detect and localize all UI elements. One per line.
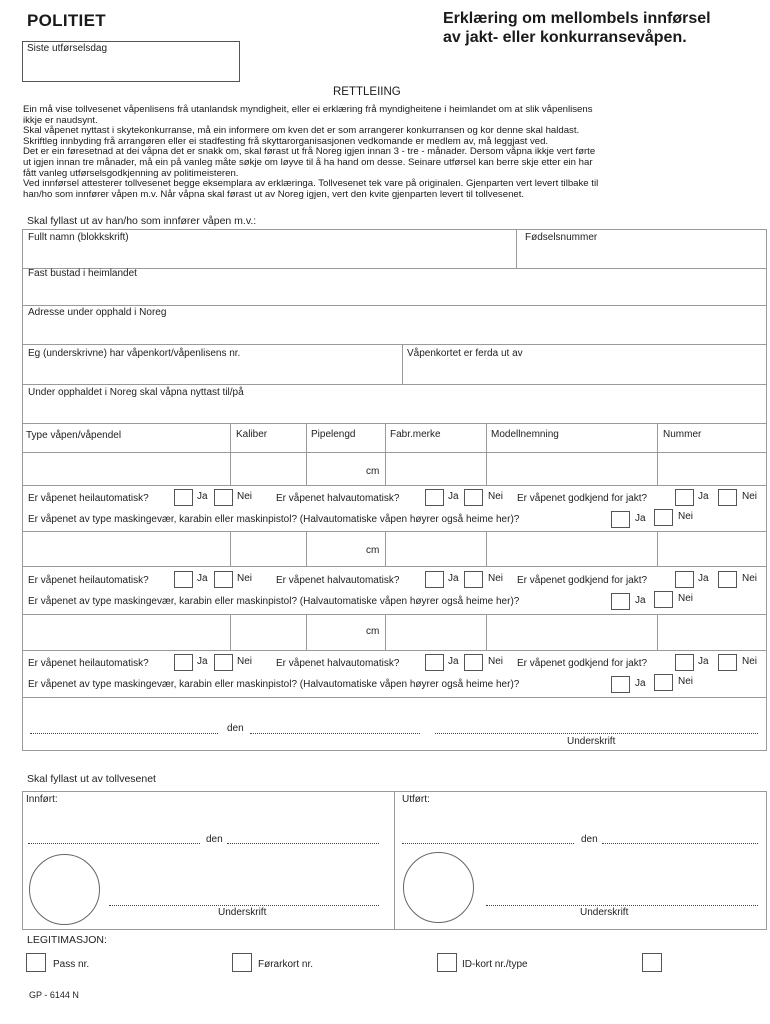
no-label: Nei bbox=[742, 573, 758, 584]
semiauto-no-checkbox[interactable] bbox=[464, 571, 483, 588]
exported-place-field[interactable] bbox=[402, 843, 574, 844]
fullauto-no-checkbox[interactable] bbox=[214, 654, 233, 671]
yes-label: Ja bbox=[635, 513, 646, 524]
q-fullauto: Er våpenet heilautomatisk? bbox=[28, 658, 149, 669]
no-label: Nei bbox=[237, 573, 253, 584]
usage-label: Under opphaldet i Noreg skal våpna nyttast til/på bbox=[28, 387, 244, 398]
semiauto-no-checkbox[interactable] bbox=[464, 654, 483, 671]
no-label: Nei bbox=[488, 491, 504, 502]
q-type: Er våpenet av type maskingevær, karabin eller maskinpistol? (Halvautomatiske våpen høyrer også heime her)? bbox=[28, 679, 520, 690]
type-yes-checkbox[interactable] bbox=[611, 593, 630, 610]
license-number-field[interactable] bbox=[23, 362, 401, 383]
last-exit-date-label: Siste utførselsdag bbox=[27, 43, 108, 54]
q-semiauto: Er våpenet halvautomatisk? bbox=[276, 493, 400, 504]
imported-signature-label: Underskrift bbox=[218, 907, 267, 918]
home-address-label: Fast bustad i heimlandet bbox=[28, 268, 137, 279]
guidance-heading: RETTLEIING bbox=[333, 86, 401, 98]
guidance-text bbox=[23, 105, 768, 200]
den-label: den bbox=[581, 834, 598, 845]
no-label: Nei bbox=[742, 656, 758, 667]
q-semiauto: Er våpenet halvautomatisk? bbox=[276, 658, 400, 669]
fullauto-no-checkbox[interactable] bbox=[214, 571, 233, 588]
no-label: Nei bbox=[742, 491, 758, 502]
type-yes-checkbox[interactable] bbox=[611, 511, 630, 528]
no-label: Nei bbox=[237, 491, 253, 502]
type-no-checkbox[interactable] bbox=[654, 674, 673, 691]
semiauto-yes-checkbox[interactable] bbox=[425, 654, 444, 671]
no-label: Nei bbox=[678, 593, 694, 604]
q-type: Er våpenet av type maskingevær, karabin eller maskinpistol? (Halvautomatiske våpen høyrer også heime her)? bbox=[28, 514, 520, 525]
stay-address-label: Adresse under opphald i Noreg bbox=[28, 307, 167, 318]
guidance-line: Skriftleg innbyding frå arrangøren eller ei stadfesting frå skyttarorganisasjonen vedkomande er medlem av, må leggjast ved. bbox=[23, 135, 549, 147]
yes-label: Ja bbox=[197, 573, 208, 584]
yes-label: Ja bbox=[698, 573, 709, 584]
col-header-type: Type våpen/våpendel bbox=[26, 430, 122, 441]
hunting-yes-checkbox[interactable] bbox=[675, 654, 694, 671]
license-issued-field[interactable] bbox=[403, 362, 766, 383]
yes-label: Ja bbox=[448, 491, 459, 502]
unit-cm: cm bbox=[366, 466, 380, 477]
home-address-field[interactable] bbox=[23, 282, 766, 304]
exported-signature-field[interactable] bbox=[486, 905, 758, 906]
license-number-label: Eg (underskrivne) har våpenkort/våpenlisens nr. bbox=[28, 348, 241, 359]
semiauto-yes-checkbox[interactable] bbox=[425, 571, 444, 588]
type-no-checkbox[interactable] bbox=[654, 591, 673, 608]
yes-label: Ja bbox=[197, 491, 208, 502]
col-header-model: Modellnemning bbox=[491, 429, 559, 440]
full-name-field[interactable] bbox=[23, 245, 515, 267]
unit-cm: cm bbox=[366, 626, 380, 637]
guidance-line: fått vanleg utførselsgodkjenning av politimeisteren. bbox=[23, 167, 239, 179]
signature-field[interactable] bbox=[435, 733, 758, 734]
id-card-checkbox[interactable] bbox=[437, 953, 457, 972]
form-title-line-2: av jakt- eller konkurransevåpen. bbox=[443, 29, 687, 46]
yes-label: Ja bbox=[635, 595, 646, 606]
col-divider bbox=[230, 423, 231, 486]
identification-heading: LEGITIMASJON: bbox=[27, 934, 107, 946]
semiauto-yes-checkbox[interactable] bbox=[425, 489, 444, 506]
type-no-checkbox[interactable] bbox=[654, 509, 673, 526]
q-fullauto: Er våpenet heilautomatisk? bbox=[28, 493, 149, 504]
type-yes-checkbox[interactable] bbox=[611, 676, 630, 693]
no-label: Nei bbox=[678, 676, 694, 687]
drivers-license-checkbox[interactable] bbox=[232, 953, 252, 972]
col-header-serial: Nummer bbox=[663, 429, 702, 440]
den-label: den bbox=[206, 834, 223, 845]
guidance-line: ut igjen innan tre månader, må ein på vanleg måte søkje om løyve til å ha hand om desse. Seinare utførsel kan berre skje etter ein har bbox=[23, 156, 593, 168]
guidance-line: Det er ein føresetnad at dei våpna det er snakk om, skal førast ut frå Noreg igjen innan 3 - tre - månader. Dersom våpna ikkje vert førte bbox=[23, 146, 596, 158]
hunting-yes-checkbox[interactable] bbox=[675, 571, 694, 588]
hunting-no-checkbox[interactable] bbox=[718, 489, 737, 506]
exported-date-field[interactable] bbox=[602, 843, 758, 844]
col-header-caliber: Kaliber bbox=[236, 429, 268, 440]
yes-label: Ja bbox=[698, 656, 709, 667]
hunting-yes-checkbox[interactable] bbox=[675, 489, 694, 506]
no-label: Nei bbox=[488, 656, 504, 667]
passport-label: Pass nr. bbox=[53, 959, 90, 970]
hunting-no-checkbox[interactable] bbox=[718, 571, 737, 588]
q-semiauto: Er våpenet halvautomatisk? bbox=[276, 575, 400, 586]
form-code: GP - 6144 N bbox=[29, 990, 79, 1000]
exported-stamp-circle bbox=[403, 852, 474, 923]
form-title-line-1: Erklæring om mellombels innførsel bbox=[443, 10, 711, 27]
no-label: Nei bbox=[678, 511, 694, 522]
place-field[interactable] bbox=[30, 733, 218, 734]
full-name-label: Fullt namn (blokkskrift) bbox=[28, 232, 129, 243]
license-issued-label: Våpenkortet er ferda ut av bbox=[407, 348, 523, 359]
passport-checkbox[interactable] bbox=[26, 953, 46, 972]
usage-field[interactable] bbox=[23, 401, 766, 422]
guidance-line: ikkje er naudsynt. bbox=[23, 114, 98, 126]
imported-date-field[interactable] bbox=[227, 843, 379, 844]
den-label: den bbox=[227, 723, 244, 734]
guidance-line: Skal våpenet nyttast i skytekonkurranse, må ein informere om kven det er som arrangerer konkurransen og kor denne skal haldast. bbox=[23, 125, 580, 137]
imported-stamp-circle bbox=[29, 854, 100, 925]
birth-number-field[interactable] bbox=[517, 245, 766, 267]
no-label: Nei bbox=[488, 573, 504, 584]
exported-signature-label: Underskrift bbox=[580, 907, 629, 918]
agency-name: POLITIET bbox=[27, 11, 106, 30]
importer-section-heading: Skal fyllast ut av han/ho som innfører våpen m.v.: bbox=[27, 215, 257, 227]
yes-label: Ja bbox=[197, 656, 208, 667]
hunting-no-checkbox[interactable] bbox=[718, 654, 737, 671]
guidance-line: Ved innførsel attesterer tollvesenet begge eksemplara av erklæringa. Tollvesenet tek vare på originalen. Gjenparten vert levert tilbake til bbox=[23, 178, 599, 190]
q-fullauto: Er våpenet heilautomatisk? bbox=[28, 575, 149, 586]
yes-label: Ja bbox=[698, 491, 709, 502]
q-hunting: Er våpenet godkjend for jakt? bbox=[517, 575, 648, 586]
date-field[interactable] bbox=[250, 733, 420, 734]
q-type: Er våpenet av type maskingevær, karabin eller maskinpistol? (Halvautomatiske våpen høyrer også heime her)? bbox=[28, 596, 520, 607]
drivers-license-label: Førarkort nr. bbox=[258, 959, 314, 970]
customs-section-heading: Skal fyllast ut av tollvesenet bbox=[27, 773, 156, 785]
birth-number-label: Fødselsnummer bbox=[525, 232, 598, 243]
semiauto-no-checkbox[interactable] bbox=[464, 489, 483, 506]
q-hunting: Er våpenet godkjend for jakt? bbox=[517, 493, 648, 504]
col-header-manufacturer: Fabr.merke bbox=[390, 429, 441, 440]
guidance-line: Ein må vise tollvesenet våpenlisens frå utanlandsk myndigheit, eller ei erklæring frå myndigheitene i heimlandet om at slik våpenlisens bbox=[23, 104, 593, 115]
signature-label: Underskrift bbox=[567, 736, 616, 747]
no-label: Nei bbox=[237, 656, 253, 667]
stay-address-field[interactable] bbox=[23, 321, 766, 343]
col-header-barrel-length: Pipelengd bbox=[311, 429, 356, 440]
fullauto-no-checkbox[interactable] bbox=[214, 489, 233, 506]
other-id-checkbox[interactable] bbox=[642, 953, 662, 972]
yes-label: Ja bbox=[635, 678, 646, 689]
imported-signature-field[interactable] bbox=[109, 905, 379, 906]
yes-label: Ja bbox=[448, 656, 459, 667]
fullauto-yes-checkbox[interactable] bbox=[174, 571, 193, 588]
exported-label: Utført: bbox=[402, 794, 430, 805]
imported-label: Innført: bbox=[26, 794, 58, 805]
fullauto-yes-checkbox[interactable] bbox=[174, 654, 193, 671]
yes-label: Ja bbox=[448, 573, 459, 584]
imported-place-field[interactable] bbox=[28, 843, 200, 844]
guidance-line: han/ho som innfører våpen m.v. Når våpna skal førast ut av Noreg igjen, vert den kvite gjenparten levert til tollvesenet. bbox=[23, 188, 525, 200]
fullauto-yes-checkbox[interactable] bbox=[174, 489, 193, 506]
unit-cm: cm bbox=[366, 545, 380, 556]
last-exit-date-field[interactable] bbox=[22, 41, 240, 82]
q-hunting: Er våpenet godkjend for jakt? bbox=[517, 658, 648, 669]
id-card-label: ID-kort nr./type bbox=[462, 959, 528, 970]
